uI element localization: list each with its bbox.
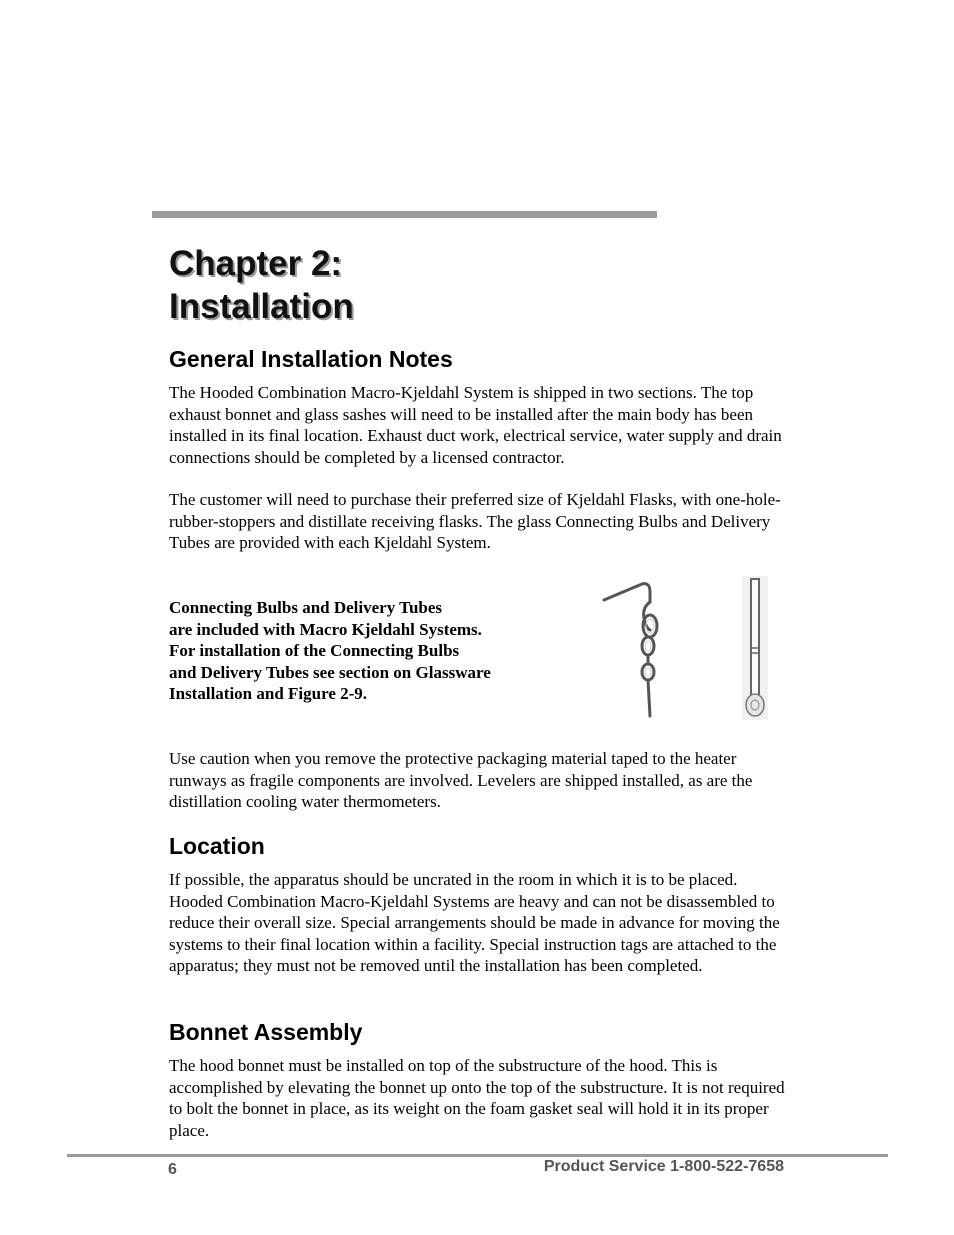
chapter-name: Installation — [169, 287, 354, 326]
chapter-title — [169, 242, 354, 328]
top-rule — [152, 211, 657, 218]
general-paragraph-2: The customer will need to purchase their preferred size of Kjeldahl Flasks, with one-hole-rubber-stoppers and distillate receiving flasks. The glass Connecting Bulbs and Delivery Tubes are provided with each Kjeldahl System. — [169, 490, 781, 553]
heading-bonnet-assembly: Bonnet Assembly — [169, 1019, 363, 1045]
heading-general-installation-notes: General Installation Notes — [169, 346, 453, 372]
page-number: 6 — [168, 1161, 177, 1178]
glassware-note: Connecting Bulbs and Delivery Tubes are included with Macro Kjeldahl Systems. For installation of the Connecting Bulbs and Delivery Tubes see section on Glassware Installation and Figure 2-9. — [169, 598, 491, 704]
bonnet-paragraph: The hood bonnet must be installed on top of the substructure of the hood. This is accomplished by elevating the bonnet up onto the top of the substructure. It is not required to bolt the bonnet in place, as its weight on the foam gasket seal will hold it in its proper place. — [169, 1056, 785, 1140]
connecting-bulb-icon — [598, 578, 668, 720]
general-paragraph-3: Use caution when you remove the protective packaging material taped to the heater runways as fragile components are involved. Levelers are shipped installed, as are the distillation cooling water thermometers. — [169, 749, 753, 812]
location-paragraph: If possible, the apparatus should be uncrated in the room in which it is to be placed. Hooded Combination Macro-Kjeldahl Systems are heavy and can not be disassembled to reduce their overall size. Special arrangements should be made in advance for moving the systems to their final location within a facility. Special instruction tags are attached to the apparatus; they must not be removed until the installation has been completed. — [169, 870, 780, 976]
general-paragraph-1: The Hooded Combination Macro-Kjeldahl System is shipped in two sections. The top exhaust bonnet and glass sashes will need to be installed after the main body has been installed in its final location. Exhaust duct work, electrical service, water supply and drain connections should be completed by a licensed contractor. — [169, 383, 782, 467]
product-service-phone: Product Service 1-800-522-7658 — [543, 1158, 784, 1175]
chapter-number: Chapter 2: — [169, 244, 343, 283]
footer-rule — [67, 1154, 888, 1157]
heading-location: Location — [169, 833, 265, 859]
delivery-tube-icon — [740, 576, 770, 720]
